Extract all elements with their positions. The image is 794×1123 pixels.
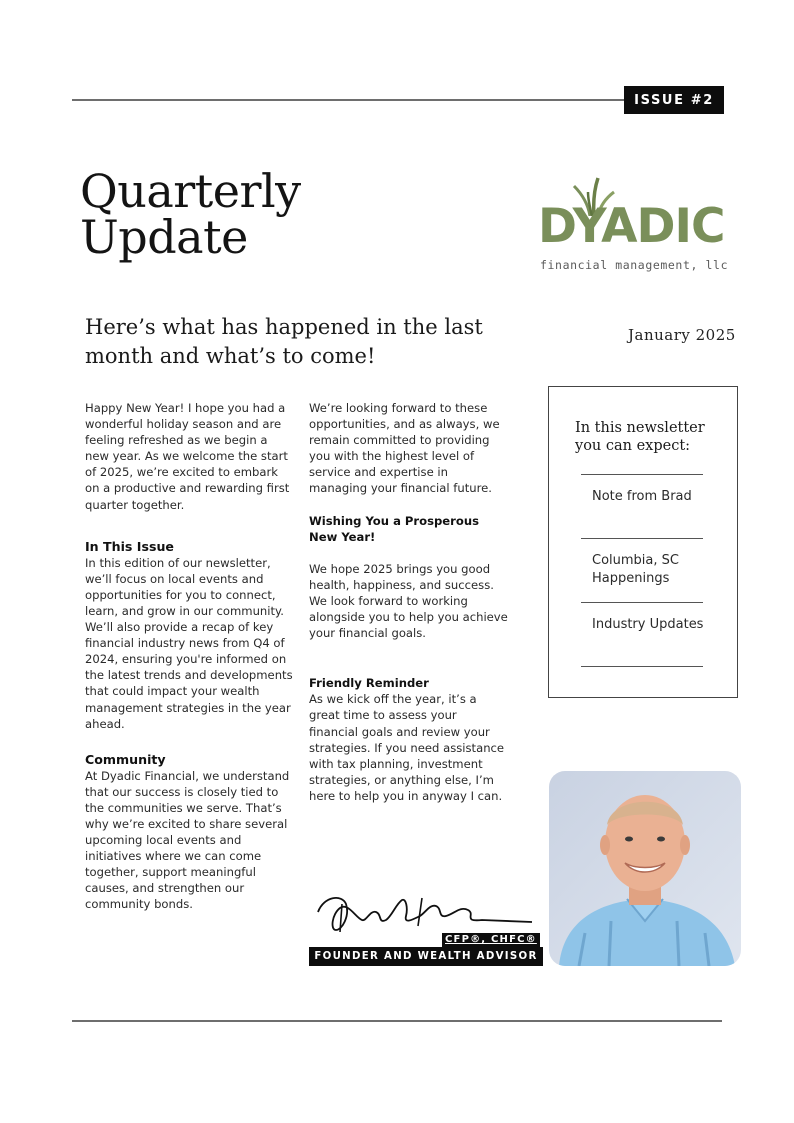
- logo-subtitle: financial management, llc: [540, 258, 729, 272]
- reminder-heading: Friendly Reminder: [309, 676, 429, 691]
- in-this-issue-heading: In This Issue: [85, 538, 174, 554]
- contents-heading: In this newsletter you can expect:: [575, 420, 705, 454]
- logo-wordmark: DYADIC: [538, 199, 725, 254]
- reminder-body: As we kick off the year, it’s a great time to assess your financial goals and review your strategies. If you need assistance with tax planning, investment strategies, or anything else, I’m here to help you in anyway I can.: [309, 692, 505, 803]
- advisor-photo: [549, 771, 741, 966]
- community-body: At Dyadic Financial, we understand that our success is closely tied to the communities we serve. That’s why we’re excited to share several upcoming local events and initiatives where we can come together, support meaningful causes, and strengthen our community bonds.: [85, 768, 290, 912]
- tagline: Here’s what has happened in the last month and what’s to come!: [85, 315, 483, 368]
- article-column-2: [309, 400, 509, 804]
- page-title-line-1: Quarterly: [80, 164, 301, 218]
- advisor-role: FOUNDER AND WEALTH ADVISOR: [309, 947, 543, 966]
- contents-divider: [581, 602, 703, 603]
- in-this-issue-body: In this edition of our newsletter, we’ll focus on local events and opportunities for you to connect, learn, and grow in our community. We’ll also provide a recap of key financial industry news from Q4 of 2024, ensuring you're informed on the latest trends and developments that could impact your wealth management strategies in the year ahead.: [85, 555, 293, 731]
- contents-divider: [581, 474, 703, 475]
- advisor-signature: [312, 890, 534, 936]
- contents-divider: [581, 666, 703, 667]
- contents-divider: [581, 538, 703, 539]
- page-title-line-2: Update: [80, 210, 248, 264]
- intro-paragraph: Happy New Year! I hope you had a wonderful holiday season and are feeling refreshed as we begin a new year. As we welcome the start of 2025, we’re excited to embark on a productive and rewarding first quarter together.: [85, 401, 290, 512]
- page-title: [80, 164, 301, 264]
- bottom-divider: [72, 1020, 722, 1022]
- contents-item-note-from-brad: Note from Brad: [592, 489, 692, 504]
- newsletter-contents-box: [548, 386, 738, 698]
- issue-date: January 2025: [628, 326, 736, 344]
- wishing-body: We hope 2025 brings you good health, happiness, and success. We look forward to working alongside you to help you achieve your financial goals.: [309, 561, 508, 641]
- contents-item-industry-updates: Industry Updates: [592, 617, 704, 632]
- article-column-1: [85, 400, 295, 913]
- community-heading: Community: [85, 751, 166, 767]
- contents-item-columbia-happenings: Columbia, SC Happenings: [592, 553, 679, 586]
- dyadic-logo: [532, 174, 732, 274]
- advisor-portrait: [549, 771, 741, 966]
- wishing-heading: Wishing You a Prosperous New Year!: [309, 513, 480, 544]
- top-divider: [72, 99, 628, 101]
- advisor-credentials: CFP®, CHFC®: [442, 933, 540, 947]
- outlook-paragraph: We’re looking forward to these opportunities, and as always, we remain committed to providing you with the highest level of service and expertise in managing your financial future.: [309, 401, 500, 496]
- issue-badge: ISSUE #2: [624, 86, 724, 114]
